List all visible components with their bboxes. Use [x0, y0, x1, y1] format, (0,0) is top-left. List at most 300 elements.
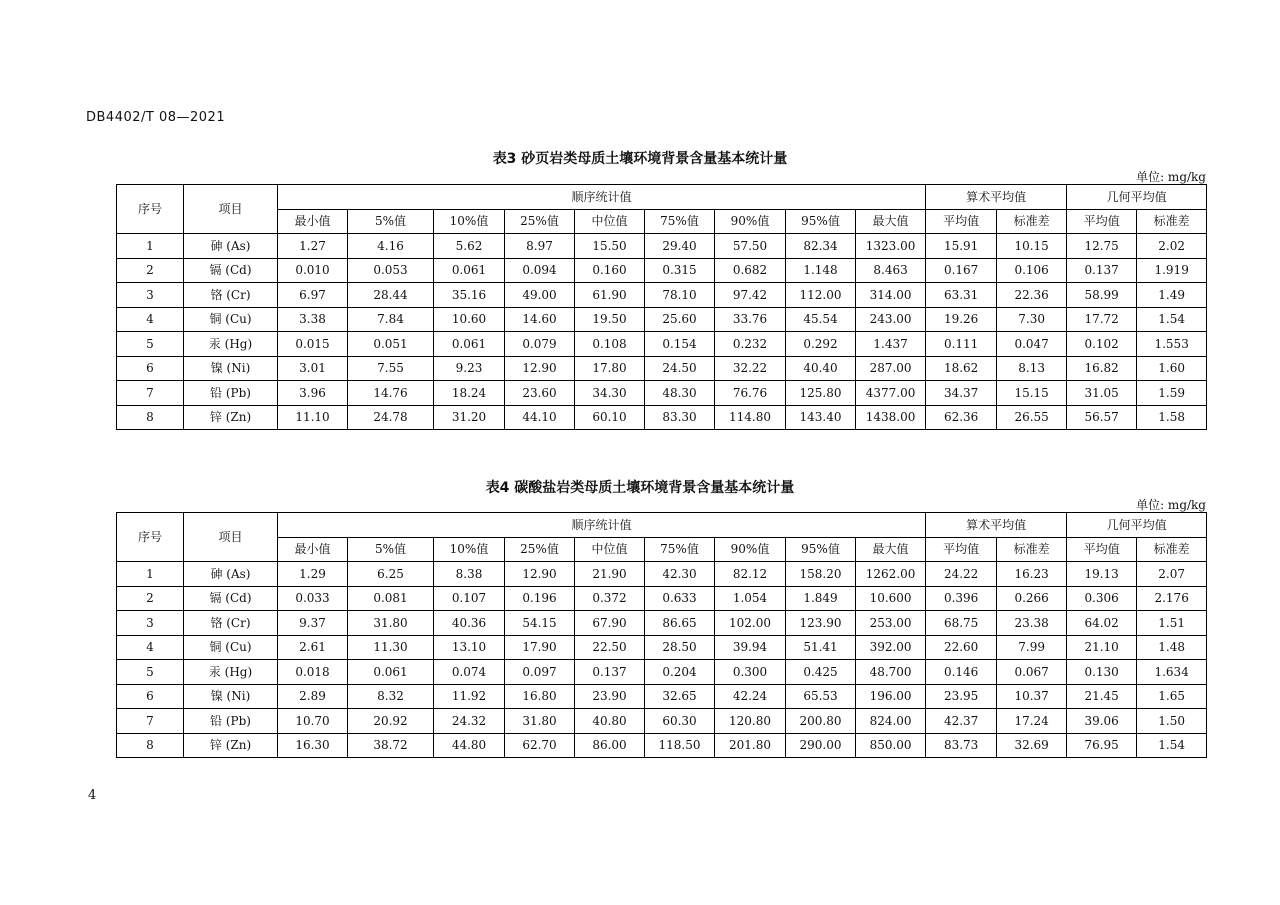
table-cell: 56.57: [1067, 405, 1137, 430]
column-header: 90%值: [715, 537, 786, 562]
column-header: 95%值: [786, 209, 856, 234]
table-cell: 0.107: [434, 586, 505, 611]
table-cell: 14.60: [505, 307, 575, 332]
table-cell: 32.65: [645, 684, 715, 709]
table-cell: 31.05: [1067, 381, 1137, 406]
table-cell: 40.36: [434, 611, 505, 636]
table-cell: 23.60: [505, 381, 575, 406]
column-header: 最大值: [856, 537, 926, 562]
table-cell: 3.38: [278, 307, 348, 332]
table-cell: 1.49: [1137, 283, 1207, 308]
row-index: 4: [117, 307, 184, 332]
table-3-unit: 单位: mg/kg: [1136, 170, 1206, 184]
table-cell: 42.37: [926, 709, 997, 734]
table-cell: 7.84: [348, 307, 434, 332]
table-cell: 62.36: [926, 405, 997, 430]
table-cell: 2.89: [278, 684, 348, 709]
table-cell: 5.62: [434, 234, 505, 259]
table-cell: 1262.00: [856, 562, 926, 587]
row-index: 6: [117, 356, 184, 381]
header-index: 序号: [117, 513, 184, 562]
table-cell: 10.600: [856, 586, 926, 611]
table-cell: 31.20: [434, 405, 505, 430]
table-cell: 22.36: [997, 283, 1067, 308]
table-cell: 67.90: [575, 611, 645, 636]
table-cell: 0.682: [715, 258, 786, 283]
row-index: 5: [117, 332, 184, 357]
row-index: 7: [117, 709, 184, 734]
table-cell: 20.92: [348, 709, 434, 734]
column-header: 平均值: [926, 209, 997, 234]
column-header: 10%值: [434, 209, 505, 234]
table-cell: 6.97: [278, 283, 348, 308]
table-cell: 7.99: [997, 635, 1067, 660]
table-cell: 0.266: [997, 586, 1067, 611]
row-element: 砷 (As): [184, 562, 278, 587]
column-header: 75%值: [645, 209, 715, 234]
table-cell: 83.30: [645, 405, 715, 430]
table-cell: 12.90: [505, 356, 575, 381]
row-index: 4: [117, 635, 184, 660]
column-header: 5%值: [348, 209, 434, 234]
table-cell: 114.80: [715, 405, 786, 430]
table-row: [117, 733, 1207, 758]
table-cell: 82.12: [715, 562, 786, 587]
table-cell: 33.76: [715, 307, 786, 332]
row-element: 铜 (Cu): [184, 307, 278, 332]
table-cell: 86.00: [575, 733, 645, 758]
row-index: 3: [117, 611, 184, 636]
table-cell: 0.094: [505, 258, 575, 283]
table-cell: 1.148: [786, 258, 856, 283]
table-cell: 243.00: [856, 307, 926, 332]
row-element: 镍 (Ni): [184, 684, 278, 709]
table-cell: 22.50: [575, 635, 645, 660]
table-cell: 60.30: [645, 709, 715, 734]
table-cell: 102.00: [715, 611, 786, 636]
table-cell: 7.55: [348, 356, 434, 381]
table-cell: 48.30: [645, 381, 715, 406]
table-cell: 0.315: [645, 258, 715, 283]
table-cell: 18.24: [434, 381, 505, 406]
row-index: 2: [117, 258, 184, 283]
table-cell: 12.75: [1067, 234, 1137, 259]
header-arith-mean: 算术平均值: [926, 185, 1067, 210]
table-cell: 23.95: [926, 684, 997, 709]
table-cell: 2.07: [1137, 562, 1207, 587]
table-cell: 22.60: [926, 635, 997, 660]
table-cell: 0.232: [715, 332, 786, 357]
table-cell: 201.80: [715, 733, 786, 758]
table-cell: 200.80: [786, 709, 856, 734]
table-row: [117, 381, 1207, 406]
table-cell: 0.306: [1067, 586, 1137, 611]
table-cell: 28.50: [645, 635, 715, 660]
header-geo-mean: 几何平均值: [1067, 513, 1207, 538]
column-header: 最小值: [278, 209, 348, 234]
table-cell: 17.90: [505, 635, 575, 660]
table-cell: 16.80: [505, 684, 575, 709]
column-header: 平均值: [926, 537, 997, 562]
table-cell: 44.80: [434, 733, 505, 758]
table-cell: 8.97: [505, 234, 575, 259]
table-cell: 24.22: [926, 562, 997, 587]
table-row: [117, 635, 1207, 660]
table-cell: 253.00: [856, 611, 926, 636]
table-cell: 1.50: [1137, 709, 1207, 734]
table-cell: 0.102: [1067, 332, 1137, 357]
table-cell: 39.94: [715, 635, 786, 660]
table-cell: 4.16: [348, 234, 434, 259]
table-cell: 49.00: [505, 283, 575, 308]
row-element: 铜 (Cu): [184, 635, 278, 660]
column-header: 平均值: [1067, 209, 1137, 234]
table-cell: 31.80: [348, 611, 434, 636]
table-cell: 9.23: [434, 356, 505, 381]
table-cell: 76.76: [715, 381, 786, 406]
table-cell: 0.067: [997, 660, 1067, 685]
table-cell: 29.40: [645, 234, 715, 259]
table-cell: 17.80: [575, 356, 645, 381]
header-row-columns: [117, 537, 1207, 562]
table-cell: 120.80: [715, 709, 786, 734]
column-header: 标准差: [1137, 209, 1207, 234]
table-cell: 42.30: [645, 562, 715, 587]
table-cell: 76.95: [1067, 733, 1137, 758]
row-element: 汞 (Hg): [184, 660, 278, 685]
table-row: [117, 307, 1207, 332]
table-cell: 21.45: [1067, 684, 1137, 709]
table-cell: 6.25: [348, 562, 434, 587]
table-cell: 0.079: [505, 332, 575, 357]
table-cell: 16.82: [1067, 356, 1137, 381]
table-cell: 0.425: [786, 660, 856, 685]
table-cell: 18.62: [926, 356, 997, 381]
table-cell: 10.37: [997, 684, 1067, 709]
table-cell: 0.137: [575, 660, 645, 685]
table-cell: 39.06: [1067, 709, 1137, 734]
table-cell: 314.00: [856, 283, 926, 308]
table-cell: 0.167: [926, 258, 997, 283]
column-header: 25%值: [505, 209, 575, 234]
table-cell: 143.40: [786, 405, 856, 430]
table-cell: 9.37: [278, 611, 348, 636]
table-cell: 3.96: [278, 381, 348, 406]
table-cell: 83.73: [926, 733, 997, 758]
table-cell: 0.097: [505, 660, 575, 685]
table-cell: 54.15: [505, 611, 575, 636]
table-cell: 23.90: [575, 684, 645, 709]
row-index: 8: [117, 405, 184, 430]
row-index: 6: [117, 684, 184, 709]
row-element: 汞 (Hg): [184, 332, 278, 357]
table-cell: 0.160: [575, 258, 645, 283]
table-cell: 2.02: [1137, 234, 1207, 259]
table-cell: 32.22: [715, 356, 786, 381]
table-cell: 40.40: [786, 356, 856, 381]
table-cell: 60.10: [575, 405, 645, 430]
header-order-stats: 顺序统计值: [278, 513, 926, 538]
table-cell: 14.76: [348, 381, 434, 406]
column-header: 90%值: [715, 209, 786, 234]
table-cell: 48.700: [856, 660, 926, 685]
table-cell: 0.372: [575, 586, 645, 611]
table-cell: 0.051: [348, 332, 434, 357]
row-element: 镉 (Cd): [184, 258, 278, 283]
table-cell: 82.34: [786, 234, 856, 259]
column-header: 标准差: [997, 209, 1067, 234]
table-cell: 12.90: [505, 562, 575, 587]
table-cell: 1.51: [1137, 611, 1207, 636]
row-index: 8: [117, 733, 184, 758]
column-header: 平均值: [1067, 537, 1137, 562]
table-cell: 65.53: [786, 684, 856, 709]
table-3-title: 表3 砂页岩类母质土壤环境背景含量基本统计量: [492, 151, 788, 167]
row-index: 1: [117, 562, 184, 587]
table-cell: 1323.00: [856, 234, 926, 259]
table-cell: 1.29: [278, 562, 348, 587]
table-row: [117, 709, 1207, 734]
row-element: 镉 (Cd): [184, 586, 278, 611]
table-cell: 19.13: [1067, 562, 1137, 587]
row-element: 铅 (Pb): [184, 381, 278, 406]
row-index: 7: [117, 381, 184, 406]
table-cell: 32.69: [997, 733, 1067, 758]
table-cell: 3.01: [278, 356, 348, 381]
table-cell: 4377.00: [856, 381, 926, 406]
table-row: [117, 405, 1207, 430]
table-cell: 63.31: [926, 283, 997, 308]
table-cell: 0.015: [278, 332, 348, 357]
table-3: [116, 184, 1207, 430]
table-cell: 392.00: [856, 635, 926, 660]
table-cell: 196.00: [856, 684, 926, 709]
table-cell: 112.00: [786, 283, 856, 308]
table-cell: 78.10: [645, 283, 715, 308]
header-row-groups: [117, 513, 1207, 538]
table-cell: 58.99: [1067, 283, 1137, 308]
table-4-title: 表4 碳酸盐岩类母质土壤环境背景含量基本统计量: [485, 480, 795, 496]
table-row: [117, 660, 1207, 685]
table-cell: 1.27: [278, 234, 348, 259]
table-cell: 15.15: [997, 381, 1067, 406]
table-cell: 34.37: [926, 381, 997, 406]
table-cell: 26.55: [997, 405, 1067, 430]
row-element: 砷 (As): [184, 234, 278, 259]
table-cell: 10.70: [278, 709, 348, 734]
table-cell: 62.70: [505, 733, 575, 758]
table-4: [116, 512, 1207, 758]
table-cell: 10.15: [997, 234, 1067, 259]
table-cell: 86.65: [645, 611, 715, 636]
table-row: [117, 234, 1207, 259]
table-cell: 24.32: [434, 709, 505, 734]
row-index: 2: [117, 586, 184, 611]
table-cell: 0.130: [1067, 660, 1137, 685]
row-element: 铅 (Pb): [184, 709, 278, 734]
table-cell: 21.90: [575, 562, 645, 587]
header-order-stats: 顺序统计值: [278, 185, 926, 210]
table-cell: 1438.00: [856, 405, 926, 430]
header-item: 项目: [184, 185, 278, 234]
table-cell: 51.41: [786, 635, 856, 660]
table-cell: 40.80: [575, 709, 645, 734]
table-cell: 0.081: [348, 586, 434, 611]
page-number: 4: [88, 788, 97, 803]
table-cell: 1.59: [1137, 381, 1207, 406]
table-row: [117, 684, 1207, 709]
table-cell: 290.00: [786, 733, 856, 758]
table-cell: 1.054: [715, 586, 786, 611]
document-code: DB4402/T 08—2021: [86, 110, 226, 125]
table-cell: 1.849: [786, 586, 856, 611]
table-cell: 0.053: [348, 258, 434, 283]
column-header: 最小值: [278, 537, 348, 562]
column-header: 最大值: [856, 209, 926, 234]
table-cell: 61.90: [575, 283, 645, 308]
table-cell: 24.50: [645, 356, 715, 381]
table-cell: 28.44: [348, 283, 434, 308]
table-cell: 11.30: [348, 635, 434, 660]
table-cell: 1.48: [1137, 635, 1207, 660]
table-cell: 1.919: [1137, 258, 1207, 283]
table-cell: 0.061: [348, 660, 434, 685]
table-cell: 23.38: [997, 611, 1067, 636]
table-cell: 10.60: [434, 307, 505, 332]
table-row: [117, 611, 1207, 636]
table-cell: 19.50: [575, 307, 645, 332]
table-cell: 17.24: [997, 709, 1067, 734]
table-cell: 158.20: [786, 562, 856, 587]
table-cell: 0.111: [926, 332, 997, 357]
row-element: 锌 (Zn): [184, 733, 278, 758]
table-cell: 68.75: [926, 611, 997, 636]
table-cell: 8.32: [348, 684, 434, 709]
column-header: 中位值: [575, 209, 645, 234]
table-cell: 0.292: [786, 332, 856, 357]
table-cell: 0.018: [278, 660, 348, 685]
table-cell: 35.16: [434, 283, 505, 308]
row-index: 1: [117, 234, 184, 259]
table-cell: 0.146: [926, 660, 997, 685]
table-cell: 1.634: [1137, 660, 1207, 685]
table-cell: 38.72: [348, 733, 434, 758]
header-item: 项目: [184, 513, 278, 562]
table-row: [117, 356, 1207, 381]
table-cell: 0.033: [278, 586, 348, 611]
table-cell: 118.50: [645, 733, 715, 758]
table-cell: 15.91: [926, 234, 997, 259]
row-index: 5: [117, 660, 184, 685]
table-cell: 15.50: [575, 234, 645, 259]
column-header: 中位值: [575, 537, 645, 562]
table-cell: 44.10: [505, 405, 575, 430]
header-row-groups: [117, 185, 1207, 210]
header-index: 序号: [117, 185, 184, 234]
table-4-unit: 单位: mg/kg: [1136, 498, 1206, 512]
table-row: [117, 283, 1207, 308]
table-cell: 0.074: [434, 660, 505, 685]
table-cell: 0.196: [505, 586, 575, 611]
table-cell: 0.300: [715, 660, 786, 685]
header-row-columns: [117, 209, 1207, 234]
table-cell: 8.13: [997, 356, 1067, 381]
table-cell: 287.00: [856, 356, 926, 381]
header-arith-mean: 算术平均值: [926, 513, 1067, 538]
column-header: 25%值: [505, 537, 575, 562]
table-cell: 42.24: [715, 684, 786, 709]
table-cell: 57.50: [715, 234, 786, 259]
table-cell: 1.60: [1137, 356, 1207, 381]
table-cell: 0.010: [278, 258, 348, 283]
table-row: [117, 562, 1207, 587]
row-element: 铬 (Cr): [184, 283, 278, 308]
table-cell: 64.02: [1067, 611, 1137, 636]
table-cell: 0.061: [434, 332, 505, 357]
row-element: 镍 (Ni): [184, 356, 278, 381]
table-cell: 1.553: [1137, 332, 1207, 357]
row-index: 3: [117, 283, 184, 308]
table-cell: 850.00: [856, 733, 926, 758]
table-cell: 31.80: [505, 709, 575, 734]
table-cell: 16.30: [278, 733, 348, 758]
header-geo-mean: 几何平均值: [1067, 185, 1207, 210]
table-cell: 2.61: [278, 635, 348, 660]
table-cell: 7.30: [997, 307, 1067, 332]
table-cell: 0.106: [997, 258, 1067, 283]
table-cell: 13.10: [434, 635, 505, 660]
table-cell: 1.54: [1137, 307, 1207, 332]
table-cell: 0.137: [1067, 258, 1137, 283]
table-cell: 19.26: [926, 307, 997, 332]
column-header: 75%值: [645, 537, 715, 562]
table-cell: 1.58: [1137, 405, 1207, 430]
table-cell: 0.396: [926, 586, 997, 611]
table-cell: 1.54: [1137, 733, 1207, 758]
table-cell: 2.176: [1137, 586, 1207, 611]
column-header: 标准差: [1137, 537, 1207, 562]
table-cell: 8.38: [434, 562, 505, 587]
table-cell: 0.108: [575, 332, 645, 357]
table-cell: 45.54: [786, 307, 856, 332]
table-cell: 11.10: [278, 405, 348, 430]
table-cell: 0.047: [997, 332, 1067, 357]
column-header: 10%值: [434, 537, 505, 562]
table-cell: 125.80: [786, 381, 856, 406]
table-cell: 8.463: [856, 258, 926, 283]
column-header: 标准差: [997, 537, 1067, 562]
table-cell: 97.42: [715, 283, 786, 308]
table-cell: 21.10: [1067, 635, 1137, 660]
table-cell: 24.78: [348, 405, 434, 430]
table-cell: 11.92: [434, 684, 505, 709]
table-row: [117, 586, 1207, 611]
table-cell: 0.633: [645, 586, 715, 611]
column-header: 5%值: [348, 537, 434, 562]
table-cell: 0.154: [645, 332, 715, 357]
table-cell: 17.72: [1067, 307, 1137, 332]
table-cell: 824.00: [856, 709, 926, 734]
column-header: 95%值: [786, 537, 856, 562]
table-cell: 16.23: [997, 562, 1067, 587]
table-cell: 123.90: [786, 611, 856, 636]
table-cell: 0.204: [645, 660, 715, 685]
table-row: [117, 332, 1207, 357]
table-row: [117, 258, 1207, 283]
table-cell: 25.60: [645, 307, 715, 332]
table-cell: 1.437: [856, 332, 926, 357]
table-cell: 1.65: [1137, 684, 1207, 709]
